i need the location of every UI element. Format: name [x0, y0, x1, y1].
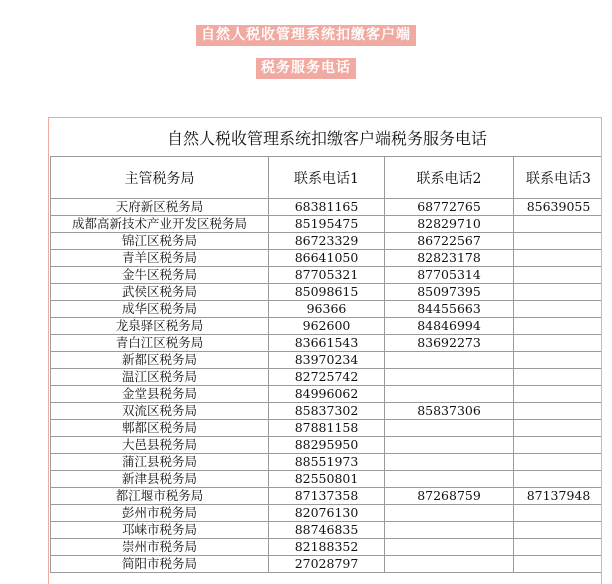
tax-bureau-cell: 金堂县税务局 [51, 386, 269, 403]
phone-1-cell: 88295950 [269, 437, 385, 454]
phone-3-cell [514, 216, 603, 233]
phone-3-cell [514, 318, 603, 335]
table-row [51, 250, 603, 267]
phone-1-cell: 84996062 [269, 386, 385, 403]
phone-2-cell [385, 471, 514, 488]
tax-bureau-cell: 都江堰市税务局 [51, 488, 269, 505]
phone-2-cell: 68772765 [385, 199, 514, 216]
phone-1-cell: 962600 [269, 318, 385, 335]
tax-bureau-cell: 天府新区税务局 [51, 199, 269, 216]
table-row [51, 301, 603, 318]
phone-1-cell: 87881158 [269, 420, 385, 437]
phone-3-cell [514, 386, 603, 403]
phone-table-sheet [48, 117, 602, 584]
table-row [51, 369, 603, 386]
table-row [51, 403, 603, 420]
table-row [51, 267, 603, 284]
table-row [51, 335, 603, 352]
table-row [51, 505, 603, 522]
header-tax-bureau: 主管税务局 [51, 157, 269, 199]
tax-bureau-cell: 龙泉驿区税务局 [51, 318, 269, 335]
phone-2-cell [385, 556, 514, 573]
table-row [51, 216, 603, 233]
phone-3-cell: 85639055 [514, 199, 603, 216]
tax-bureau-cell: 成华区税务局 [51, 301, 269, 318]
phone-3-cell [514, 267, 603, 284]
phone-1-cell: 82076130 [269, 505, 385, 522]
phone-1-cell: 87137358 [269, 488, 385, 505]
phone-2-cell [385, 522, 514, 539]
phone-3-cell: 87137948 [514, 488, 603, 505]
tax-bureau-cell: 双流区税务局 [51, 403, 269, 420]
tax-bureau-cell: 武侯区税务局 [51, 284, 269, 301]
table-row [51, 471, 603, 488]
tax-bureau-cell: 温江区税务局 [51, 369, 269, 386]
table-title: 自然人税收管理系统扣缴客户端税务服务电话 [51, 118, 603, 157]
table-row [51, 318, 603, 335]
tax-bureau-cell: 青白江区税务局 [51, 335, 269, 352]
phone-3-cell [514, 250, 603, 267]
phone-2-cell: 83692273 [385, 335, 514, 352]
phone-table [50, 118, 602, 573]
phone-3-cell [514, 403, 603, 420]
tax-bureau-cell: 彭州市税务局 [51, 505, 269, 522]
tax-bureau-cell: 蒲江县税务局 [51, 454, 269, 471]
phone-1-cell: 68381165 [269, 199, 385, 216]
phone-2-cell [385, 539, 514, 556]
table-row [51, 420, 603, 437]
phone-1-cell: 83661543 [269, 335, 385, 352]
phone-1-cell: 88551973 [269, 454, 385, 471]
phone-3-cell [514, 471, 603, 488]
header-phone-2: 联系电话2 [385, 157, 514, 199]
phone-2-cell [385, 369, 514, 386]
phone-2-cell: 87268759 [385, 488, 514, 505]
header-phone-1: 联系电话1 [269, 157, 385, 199]
phone-2-cell [385, 352, 514, 369]
table-row [51, 488, 603, 505]
table-row [51, 199, 603, 216]
tax-bureau-cell: 锦江区税务局 [51, 233, 269, 250]
phone-3-cell [514, 233, 603, 250]
table-row [51, 284, 603, 301]
table-row [51, 437, 603, 454]
tax-bureau-cell: 邛崃市税务局 [51, 522, 269, 539]
phone-1-cell: 82550801 [269, 471, 385, 488]
phone-1-cell: 83970234 [269, 352, 385, 369]
phone-2-cell: 85837306 [385, 403, 514, 420]
phone-3-cell [514, 284, 603, 301]
tax-bureau-cell: 新津县税务局 [51, 471, 269, 488]
tax-bureau-cell: 金牛区税务局 [51, 267, 269, 284]
phone-2-cell [385, 420, 514, 437]
tax-bureau-cell: 大邑县税务局 [51, 437, 269, 454]
phone-2-cell: 86722567 [385, 233, 514, 250]
table-row [51, 454, 603, 471]
phone-1-cell: 27028797 [269, 556, 385, 573]
phone-3-cell [514, 539, 603, 556]
phone-1-cell: 82188352 [269, 539, 385, 556]
phone-3-cell [514, 420, 603, 437]
phone-3-cell [514, 437, 603, 454]
phone-3-cell [514, 335, 603, 352]
phone-1-cell: 82725742 [269, 369, 385, 386]
phone-1-cell: 86723329 [269, 233, 385, 250]
phone-3-cell [514, 369, 603, 386]
phone-2-cell: 82829710 [385, 216, 514, 233]
phone-1-cell: 87705321 [269, 267, 385, 284]
tax-bureau-cell: 崇州市税务局 [51, 539, 269, 556]
phone-3-cell [514, 556, 603, 573]
tax-bureau-cell: 青羊区税务局 [51, 250, 269, 267]
phone-2-cell: 84455663 [385, 301, 514, 318]
table-row [51, 233, 603, 250]
table-row [51, 539, 603, 556]
phone-3-cell [514, 522, 603, 539]
phone-2-cell [385, 386, 514, 403]
tax-bureau-cell: 新都区税务局 [51, 352, 269, 369]
phone-1-cell: 88746835 [269, 522, 385, 539]
tax-bureau-cell: 成都高新技术产业开发区税务局 [51, 216, 269, 233]
phone-3-cell [514, 505, 603, 522]
header-phone-3: 联系电话3 [514, 157, 603, 199]
phone-1-cell: 86641050 [269, 250, 385, 267]
table-row [51, 556, 603, 573]
phone-3-cell [514, 454, 603, 471]
phone-2-cell: 85097395 [385, 284, 514, 301]
banner-subtitle: 税务服务电话 [256, 58, 356, 79]
table-row [51, 386, 603, 403]
table-row [51, 352, 603, 369]
phone-3-cell [514, 301, 603, 318]
phone-1-cell: 96366 [269, 301, 385, 318]
phone-3-cell [514, 352, 603, 369]
phone-1-cell: 85195475 [269, 216, 385, 233]
tax-bureau-cell: 简阳市税务局 [51, 556, 269, 573]
phone-2-cell [385, 505, 514, 522]
phone-2-cell: 82823178 [385, 250, 514, 267]
tax-bureau-cell: 郫都区税务局 [51, 420, 269, 437]
table-row [51, 522, 603, 539]
phone-1-cell: 85837302 [269, 403, 385, 420]
phone-1-cell: 85098615 [269, 284, 385, 301]
banner-title: 自然人税收管理系统扣缴客户端 [196, 25, 416, 46]
phone-2-cell: 87705314 [385, 267, 514, 284]
phone-2-cell: 84846994 [385, 318, 514, 335]
phone-2-cell [385, 437, 514, 454]
phone-2-cell [385, 454, 514, 471]
